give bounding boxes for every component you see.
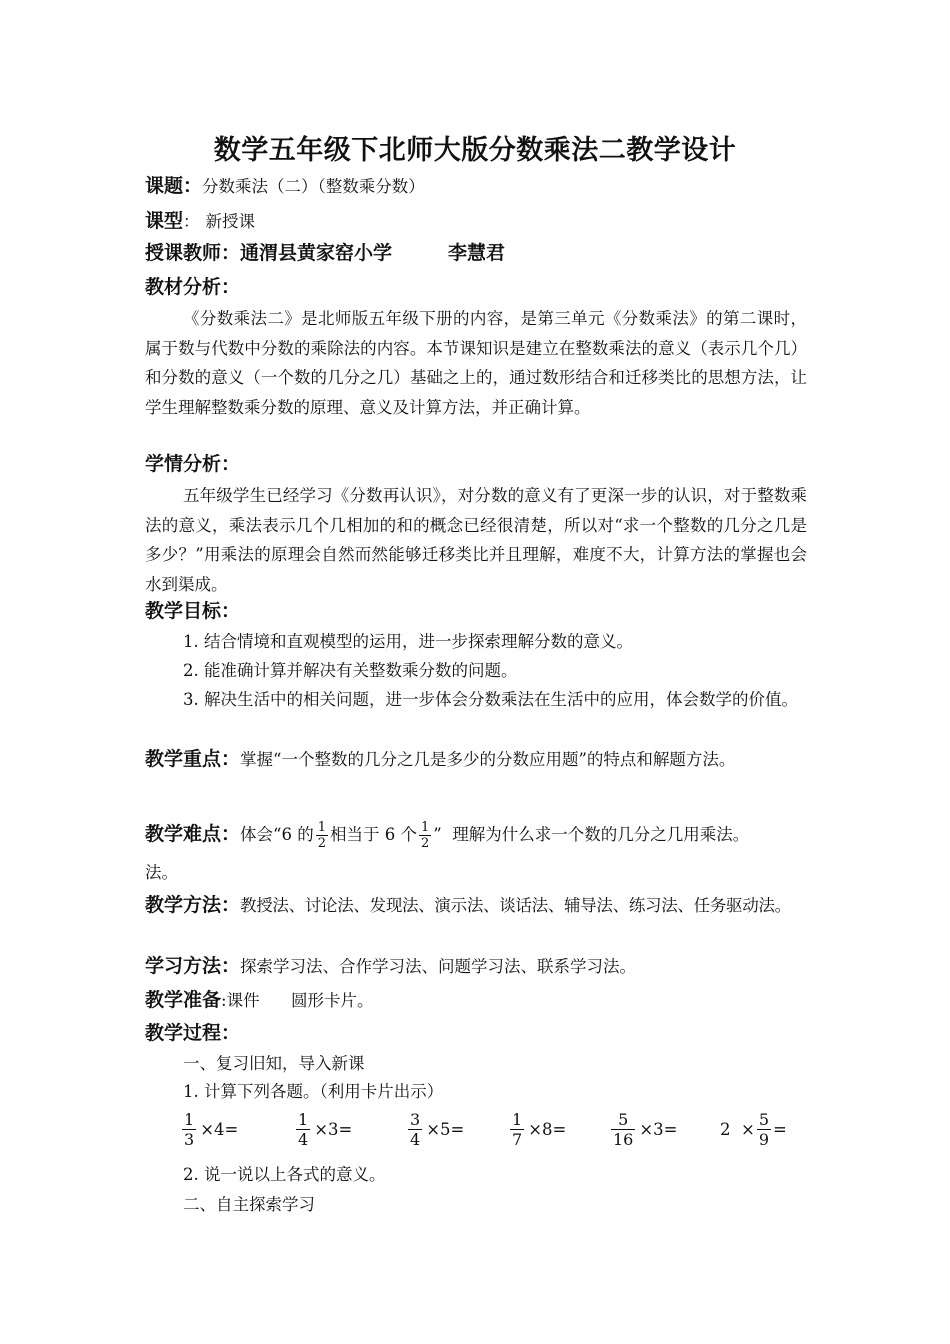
process-heading: 教学过程：	[145, 1022, 241, 1044]
type-line	[145, 209, 255, 234]
process-step-1: 一、复习旧知，导入新课	[183, 1054, 365, 1073]
process-sub-2: 2. 说一说以上各式的意义。	[183, 1165, 386, 1184]
learning-text: 探索学习法、合作学习法、问题学习法、联系学习法。	[240, 957, 637, 976]
method-label: 教学方法：	[145, 894, 241, 916]
topic-label: 课题：	[145, 175, 203, 197]
type-sep: ：	[183, 212, 200, 231]
difficulty-part1: 体会“6 的	[240, 825, 314, 844]
process-step-2: 二、自主探索学习	[183, 1195, 315, 1214]
teacher-school: 通渭县黄家窑小学	[240, 242, 393, 264]
fraction-half-1: $\frac{1}{2}$	[317, 820, 326, 851]
difficulty-part2: 相当于 6 个	[329, 825, 417, 844]
problem-4: $\frac{1}{7}$ ×8=	[512, 1110, 567, 1149]
keypoint-label: 教学重点：	[145, 748, 241, 770]
difficulty-wrap: 法。	[145, 863, 178, 882]
learning-label: 学习方法：	[145, 955, 241, 977]
problem-3: $\frac{3}{4}$ ×5=	[410, 1110, 465, 1149]
method-block	[145, 891, 807, 921]
prep-text: :课件 圆形卡片。	[221, 991, 374, 1010]
type-label: 课型	[145, 210, 184, 232]
topic-value: 分数乘法（二）（整数乘分数）	[202, 177, 425, 196]
difficulty-part3: ” 理解为什么求一个数的几分之几用乘法。	[433, 825, 750, 844]
problem-6: 2 × $\frac{5}{9}$ =	[720, 1110, 787, 1149]
keypoint-block	[145, 745, 807, 775]
goal-item-1: 1. 结合情境和直观模型的运用，进一步探索理解分数的意义。	[183, 632, 633, 651]
teacher-name: 李慧君	[448, 242, 506, 264]
fraction-half-2: $\frac{1}{2}$	[420, 820, 430, 851]
keypoint-text: 掌握“一个整数的几分之几是多少的分数应用题”的特点和解题方法。	[240, 750, 736, 769]
goals-heading: 教学目标：	[145, 600, 241, 622]
students-text: 五年级学生已经学习《分数再认识》，对分数的意义有了更深一步的认识，对于整数乘法的意义，乘法表示几个几相加的和的概念已经很清楚，所以对“求一个整数的几分之几是多少？”用乘法的原理会自然而然能够迁移类比并且理解，难度不大，计算方法的掌握也会水到渠成。	[145, 486, 807, 594]
problem-5: $\frac{5}{16}$ ×3=	[613, 1110, 678, 1149]
type-value: 新授课	[205, 212, 256, 231]
goal-item-2: 2. 能准确计算并解决有关整数乘分数的问题。	[183, 661, 518, 680]
problem-2: $\frac{1}{4}$ ×3=	[298, 1110, 353, 1149]
learning-line	[145, 954, 636, 979]
method-text: 教授法、讨论法、发现法、演示法、谈话法、辅导法、练习法、任务驱动法。	[240, 896, 791, 915]
difficulty-line	[145, 814, 749, 855]
students-heading: 学情分析：	[145, 453, 241, 475]
document-title: 数学五年级下北师大版分数乘法二教学设计	[213, 135, 737, 166]
prep-line	[145, 988, 374, 1013]
process-sub-1: 1. 计算下列各题。（利用卡片出示）	[183, 1082, 444, 1101]
material-heading: 教材分析：	[145, 276, 241, 298]
topic-line	[145, 174, 425, 199]
teacher-label: 授课教师：	[145, 242, 241, 264]
problem-1: $\frac{1}{3}$ ×4=	[184, 1110, 239, 1149]
material-text: 《分数乘法二》是北师版五年级下册的内容，是第三单元《分数乘法》的第二课时，属于数与代数中分数的乘除法的内容。本节课知识是建立在整数乘法的意义（表示几个几）和分数的意义（一个数的几分之几）基础之上的，通过数形结合和迁移类比的思想方法，让学生理解整数乘分数的原理、意义及计算方法，并正确计算。	[145, 309, 807, 417]
teacher-line	[145, 241, 505, 266]
goal-item-3: 3. 解决生活中的相关问题，进一步体会分数乘法在生活中的应用，体会数学的价值。	[183, 690, 798, 709]
prep-label: 教学准备	[145, 989, 222, 1011]
difficulty-label: 教学难点：	[145, 823, 241, 845]
